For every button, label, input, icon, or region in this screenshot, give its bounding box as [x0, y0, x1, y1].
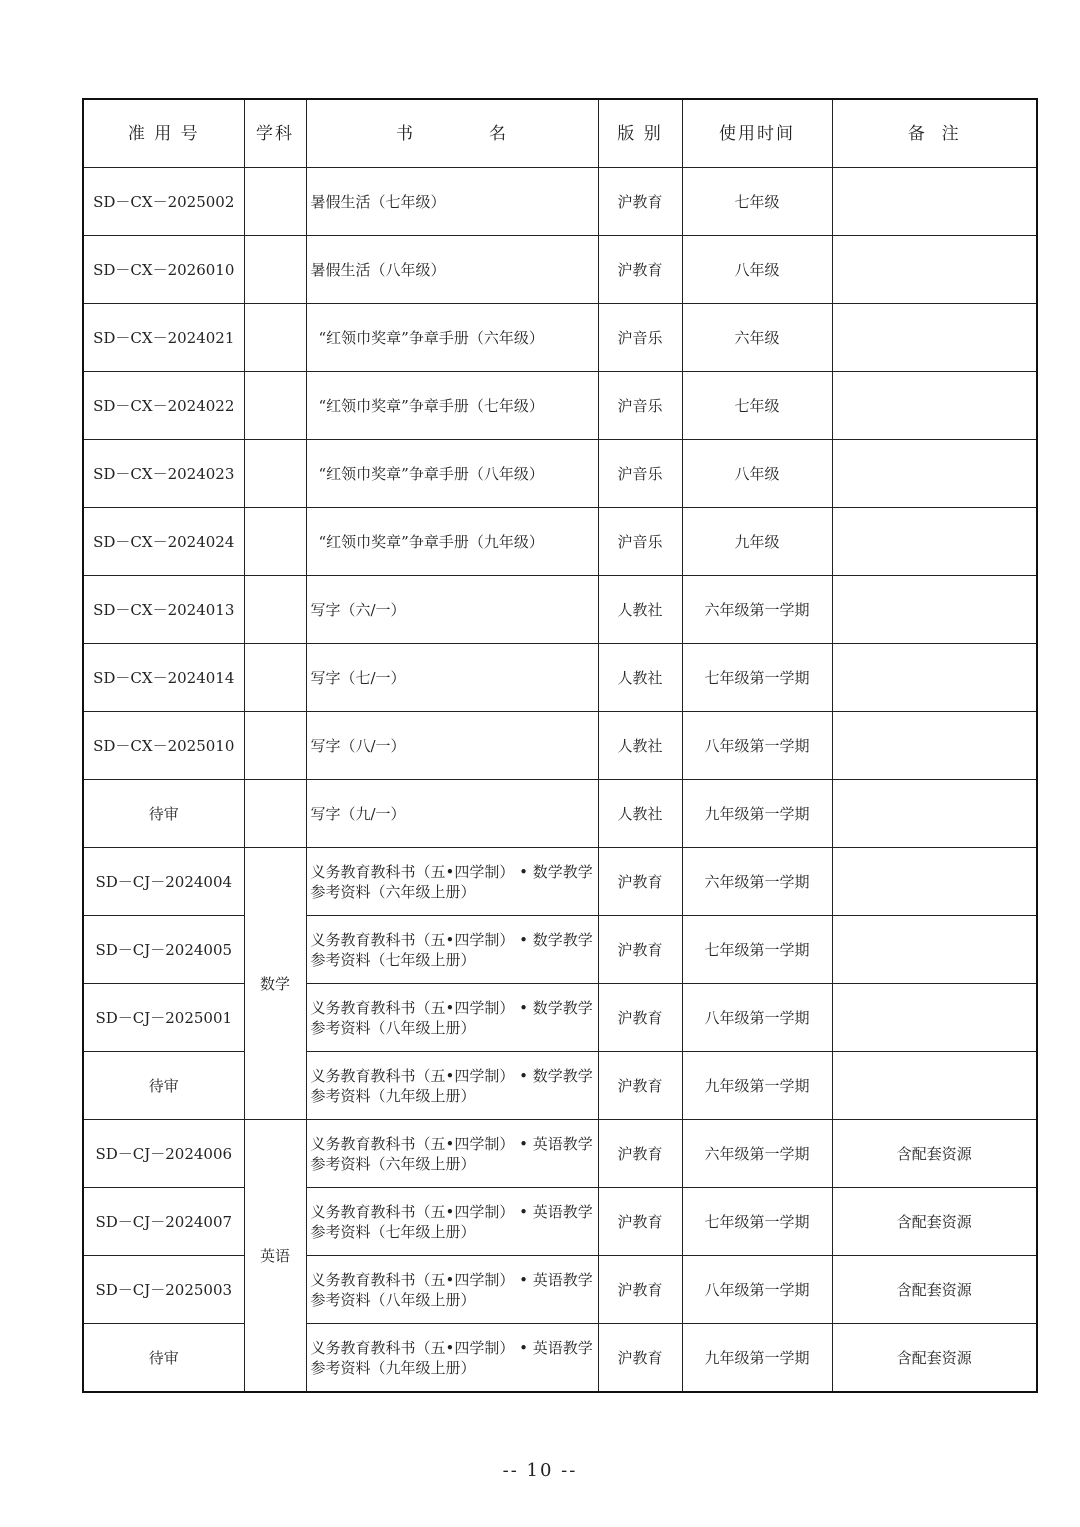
remark-cell [832, 236, 1037, 304]
table-header-row [83, 99, 1037, 168]
code-cell: SD－CJ－2024004 [83, 848, 244, 916]
table-row [83, 304, 1037, 372]
edition-cell: 沪教育 [598, 1324, 682, 1393]
table-row [83, 1324, 1037, 1393]
title-cell: “红领巾奖章”争章手册（九年级） [306, 508, 598, 576]
table-row [83, 916, 1037, 984]
subject-cell-math: 数学 [244, 848, 306, 1120]
usage-cell: 七年级 [682, 168, 832, 236]
usage-cell: 九年级第一学期 [682, 1324, 832, 1393]
code-cell: SD－CX－2026010 [83, 236, 244, 304]
usage-cell: 六年级 [682, 304, 832, 372]
usage-cell: 七年级第一学期 [682, 1188, 832, 1256]
title-cell: 义务教育教科书（五•四学制） • 数学教学参考资料（九年级上册） [306, 1052, 598, 1120]
table-row [83, 1256, 1037, 1324]
code-cell: SD－CJ－2024007 [83, 1188, 244, 1256]
table-row [83, 984, 1037, 1052]
code-cell: 待审 [83, 1052, 244, 1120]
code-cell: SD－CX－2024014 [83, 644, 244, 712]
edition-cell: 沪教育 [598, 1052, 682, 1120]
table-row [83, 1120, 1037, 1188]
usage-cell: 九年级第一学期 [682, 780, 832, 848]
edition-cell: 沪教育 [598, 168, 682, 236]
remark-cell [832, 1052, 1037, 1120]
table-row [83, 780, 1037, 848]
edition-cell: 沪教育 [598, 916, 682, 984]
usage-cell: 七年级第一学期 [682, 644, 832, 712]
code-cell: 待审 [83, 780, 244, 848]
usage-cell: 七年级第一学期 [682, 916, 832, 984]
usage-cell: 八年级 [682, 236, 832, 304]
edition-cell: 沪音乐 [598, 304, 682, 372]
edition-cell: 沪教育 [598, 1120, 682, 1188]
remark-cell [832, 372, 1037, 440]
subject-cell [244, 236, 306, 304]
title-cell: 暑假生活（七年级） [306, 168, 598, 236]
header-subject: 学科 [244, 99, 306, 168]
subject-cell [244, 780, 306, 848]
edition-cell: 沪教育 [598, 1256, 682, 1324]
edition-cell: 人教社 [598, 712, 682, 780]
table-row [83, 848, 1037, 916]
subject-cell [244, 304, 306, 372]
code-cell: SD－CJ－2025001 [83, 984, 244, 1052]
header-remark: 备 注 [832, 99, 1037, 168]
remark-cell [832, 848, 1037, 916]
subject-cell [244, 644, 306, 712]
code-cell: SD－CX－2024023 [83, 440, 244, 508]
usage-cell: 九年级第一学期 [682, 1052, 832, 1120]
title-cell: “红领巾奖章”争章手册（八年级） [306, 440, 598, 508]
edition-cell: 沪教育 [598, 236, 682, 304]
code-cell: SD－CX－2024021 [83, 304, 244, 372]
edition-cell: 沪音乐 [598, 508, 682, 576]
usage-cell: 六年级第一学期 [682, 1120, 832, 1188]
table-row [83, 236, 1037, 304]
code-cell: SD－CJ－2024005 [83, 916, 244, 984]
edition-cell: 人教社 [598, 780, 682, 848]
code-cell: SD－CX－2025010 [83, 712, 244, 780]
remark-cell: 含配套资源 [832, 1120, 1037, 1188]
subject-cell [244, 712, 306, 780]
remark-cell [832, 440, 1037, 508]
subject-cell [244, 508, 306, 576]
usage-cell: 六年级第一学期 [682, 848, 832, 916]
usage-cell: 八年级 [682, 440, 832, 508]
code-cell: SD－CX－2024024 [83, 508, 244, 576]
table-row [83, 168, 1037, 236]
subject-cell [244, 576, 306, 644]
subject-cell [244, 372, 306, 440]
edition-cell: 人教社 [598, 576, 682, 644]
page-number: -- 10 -- [502, 1460, 578, 1481]
table-row [83, 440, 1037, 508]
table-row [83, 1188, 1037, 1256]
table-row [83, 576, 1037, 644]
usage-cell: 八年级第一学期 [682, 1256, 832, 1324]
remark-cell [832, 780, 1037, 848]
remark-cell [832, 916, 1037, 984]
title-cell: 义务教育教科书（五•四学制） • 数学教学参考资料（八年级上册） [306, 984, 598, 1052]
subject-cell-english: 英语 [244, 1120, 306, 1393]
title-cell: 义务教育教科书（五•四学制） • 英语教学参考资料（九年级上册） [306, 1324, 598, 1393]
edition-cell: 沪音乐 [598, 440, 682, 508]
remark-cell: 含配套资源 [832, 1188, 1037, 1256]
header-title: 书 名 [306, 99, 598, 168]
table-row [83, 644, 1037, 712]
code-cell: SD－CX－2024022 [83, 372, 244, 440]
remark-cell [832, 168, 1037, 236]
title-cell: 写字（六/一） [306, 576, 598, 644]
title-cell: 义务教育教科书（五•四学制） • 英语教学参考资料（六年级上册） [306, 1120, 598, 1188]
usage-cell: 八年级第一学期 [682, 712, 832, 780]
code-cell: SD－CX－2025002 [83, 168, 244, 236]
edition-cell: 人教社 [598, 644, 682, 712]
edition-cell: 沪教育 [598, 984, 682, 1052]
title-cell: 写字（七/一） [306, 644, 598, 712]
remark-cell [832, 576, 1037, 644]
usage-cell: 六年级第一学期 [682, 576, 832, 644]
edition-cell: 沪教育 [598, 1188, 682, 1256]
title-cell: 写字（九/一） [306, 780, 598, 848]
edition-cell: 沪教育 [598, 848, 682, 916]
usage-cell: 八年级第一学期 [682, 984, 832, 1052]
title-cell: 暑假生活（八年级） [306, 236, 598, 304]
subject-cell [244, 168, 306, 236]
code-cell: SD－CJ－2025003 [83, 1256, 244, 1324]
code-cell: 待审 [83, 1324, 244, 1393]
remark-cell [832, 644, 1037, 712]
table-row [83, 1052, 1037, 1120]
edition-cell: 沪音乐 [598, 372, 682, 440]
remark-cell [832, 984, 1037, 1052]
title-cell: “红领巾奖章”争章手册（七年级） [306, 372, 598, 440]
code-cell: SD－CJ－2024006 [83, 1120, 244, 1188]
subject-cell [244, 440, 306, 508]
table-row [83, 372, 1037, 440]
remark-cell [832, 508, 1037, 576]
remark-cell [832, 304, 1037, 372]
title-cell: 义务教育教科书（五•四学制） • 数学教学参考资料（七年级上册） [306, 916, 598, 984]
usage-cell: 七年级 [682, 372, 832, 440]
title-cell: “红领巾奖章”争章手册（六年级） [306, 304, 598, 372]
textbook-table [82, 98, 1038, 1393]
remark-cell [832, 712, 1037, 780]
header-usage: 使用时间 [682, 99, 832, 168]
table-row [83, 712, 1037, 780]
header-code: 准 用 号 [83, 99, 244, 168]
title-cell: 义务教育教科书（五•四学制） • 英语教学参考资料（八年级上册） [306, 1256, 598, 1324]
header-edition: 版 别 [598, 99, 682, 168]
remark-cell: 含配套资源 [832, 1324, 1037, 1393]
table-row [83, 508, 1037, 576]
remark-cell: 含配套资源 [832, 1256, 1037, 1324]
title-cell: 义务教育教科书（五•四学制） • 数学教学参考资料（六年级上册） [306, 848, 598, 916]
title-cell: 写字（八/一） [306, 712, 598, 780]
usage-cell: 九年级 [682, 508, 832, 576]
title-cell: 义务教育教科书（五•四学制） • 英语教学参考资料（七年级上册） [306, 1188, 598, 1256]
code-cell: SD－CX－2024013 [83, 576, 244, 644]
